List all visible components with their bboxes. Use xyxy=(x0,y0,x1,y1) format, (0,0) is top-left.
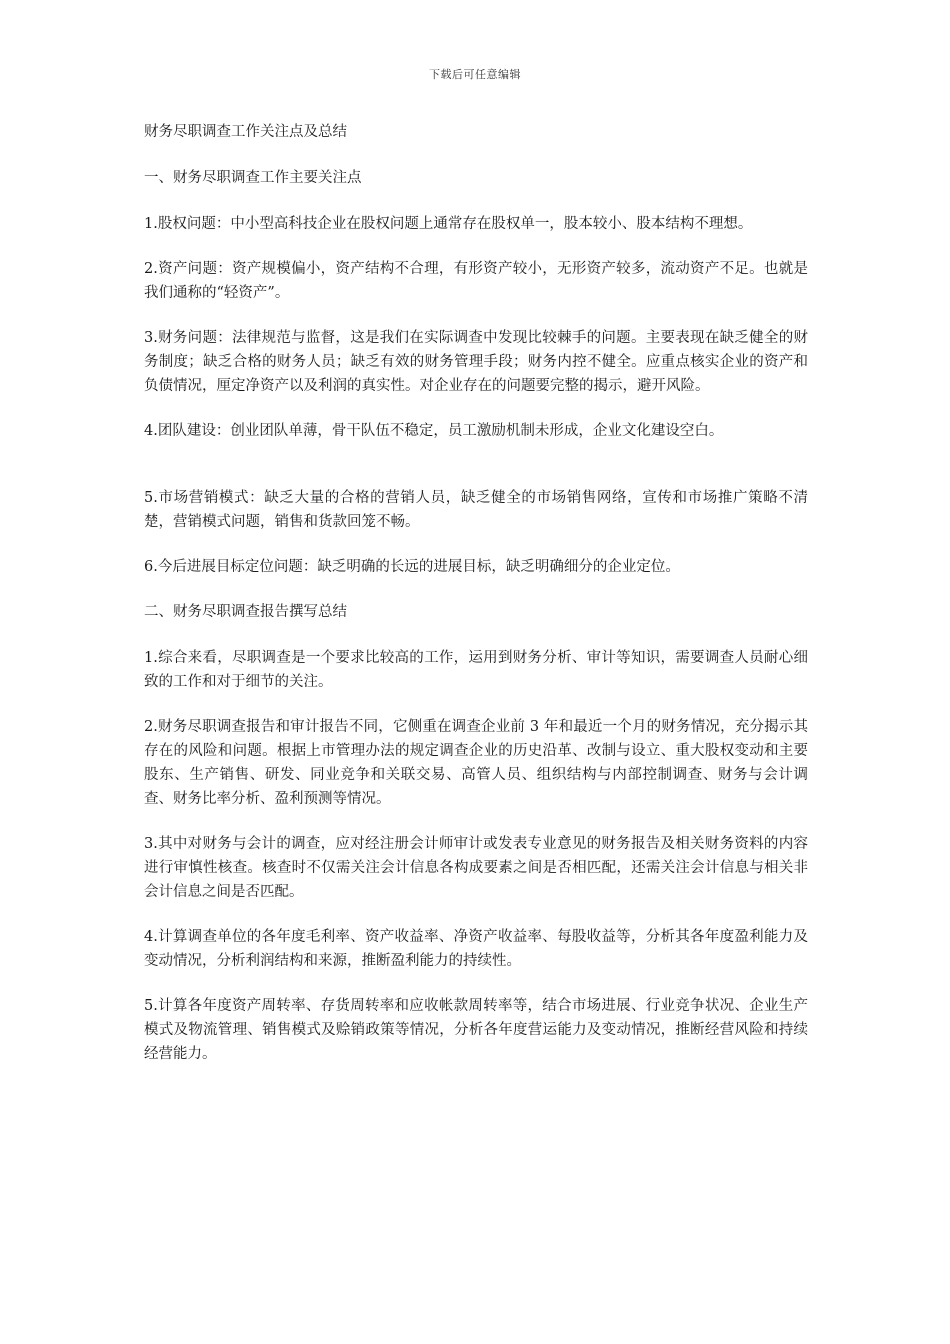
section-1-item-5: 5.市场营销模式：缺乏大量的合格的营销人员，缺乏健全的市场销售网络，宣传和市场推广策略不清楚，营销模式问题，销售和货款回笼不畅。 xyxy=(144,490,808,530)
document-title: 财务尽职调查工作关注点及总结 xyxy=(144,124,347,140)
section-2-item-3: 3.其中对财务与会计的调查，应对经注册会计师审计或发表专业意见的财务报告及相关财务资料的内容进行审慎性核查。核查时不仅需关注会计信息各构成要素之间是否相匹配，还需关注会计信息与相关非会计信息之间是否匹配。 xyxy=(144,836,808,900)
section-1-item-4: 4.团队建设：创业团队单薄，骨干队伍不稳定，员工激励机制未形成，企业文化建设空白。 xyxy=(144,423,724,439)
section-1-item-2: 2.资产问题：资产规模偏小，资产结构不合理，有形资产较小，无形资产较多，流动资产不足。也就是我们通称的“轻资产”。 xyxy=(144,261,808,301)
section-1-item-3: 3.财务问题：法律规范与监督，这是我们在实际调查中发现比较棘手的问题。主要表现在缺乏健全的财务制度；缺乏合格的财务人员；缺乏有效的财务管理手段；财务内控不健全。应重点核实企业的资产和负债情况，厘定净资产以及利润的真实性。对企业存在的问题要完整的揭示，避开风险。 xyxy=(144,330,808,394)
section-2-item-1: 1.综合来看，尽职调查是一个要求比较高的工作，运用到财务分析、审计等知识，需要调查人员耐心细致的工作和对于细节的关注。 xyxy=(144,650,808,690)
section-2-item-4: 4.计算调查单位的各年度毛利率、资产收益率、净资产收益率、每股收益等，分析其各年度盈利能力及变动情况，分析利润结构和来源，推断盈利能力的持续性。 xyxy=(144,929,808,969)
section-2-item-5: 5.计算各年度资产周转率、存货周转率和应收帐款周转率等，结合市场进展、行业竞争状况、企业生产模式及物流管理、销售模式及赊销政策等情况，分析各年度营运能力及变动情况，推断经营风险和持续经营能力。 xyxy=(144,998,808,1062)
section-1-heading: 一、财务尽职调查工作主要关注点 xyxy=(144,170,362,186)
document-body xyxy=(144,120,808,1087)
section-2-heading: 二、财务尽职调查报告撰写总结 xyxy=(144,604,347,620)
section-2-item-2: 2.财务尽职调查报告和审计报告不同，它侧重在调查企业前 3 年和最近一个月的财务情况，充分揭示其存在的风险和问题。根据上市管理办法的规定调查企业的历史沿革、改制与设立、重大股权变动和主要股东、生产销售、研发、同业竞争和关联交易、高管人员、组织结构与内部控制调查、财务与会计调查、财务比率分析、盈利预测等情况。 xyxy=(144,719,808,807)
section-1-item-6: 6.今后进展目标定位问题：缺乏明确的长远的进展目标，缺乏明确细分的企业定位。 xyxy=(144,559,680,575)
page-header-note: 下载后可任意编辑 xyxy=(429,68,521,81)
section-1-item-1: 1.股权问题：中小型高科技企业在股权问题上通常存在股权单一，股本较小、股本结构不理想。 xyxy=(144,216,753,232)
